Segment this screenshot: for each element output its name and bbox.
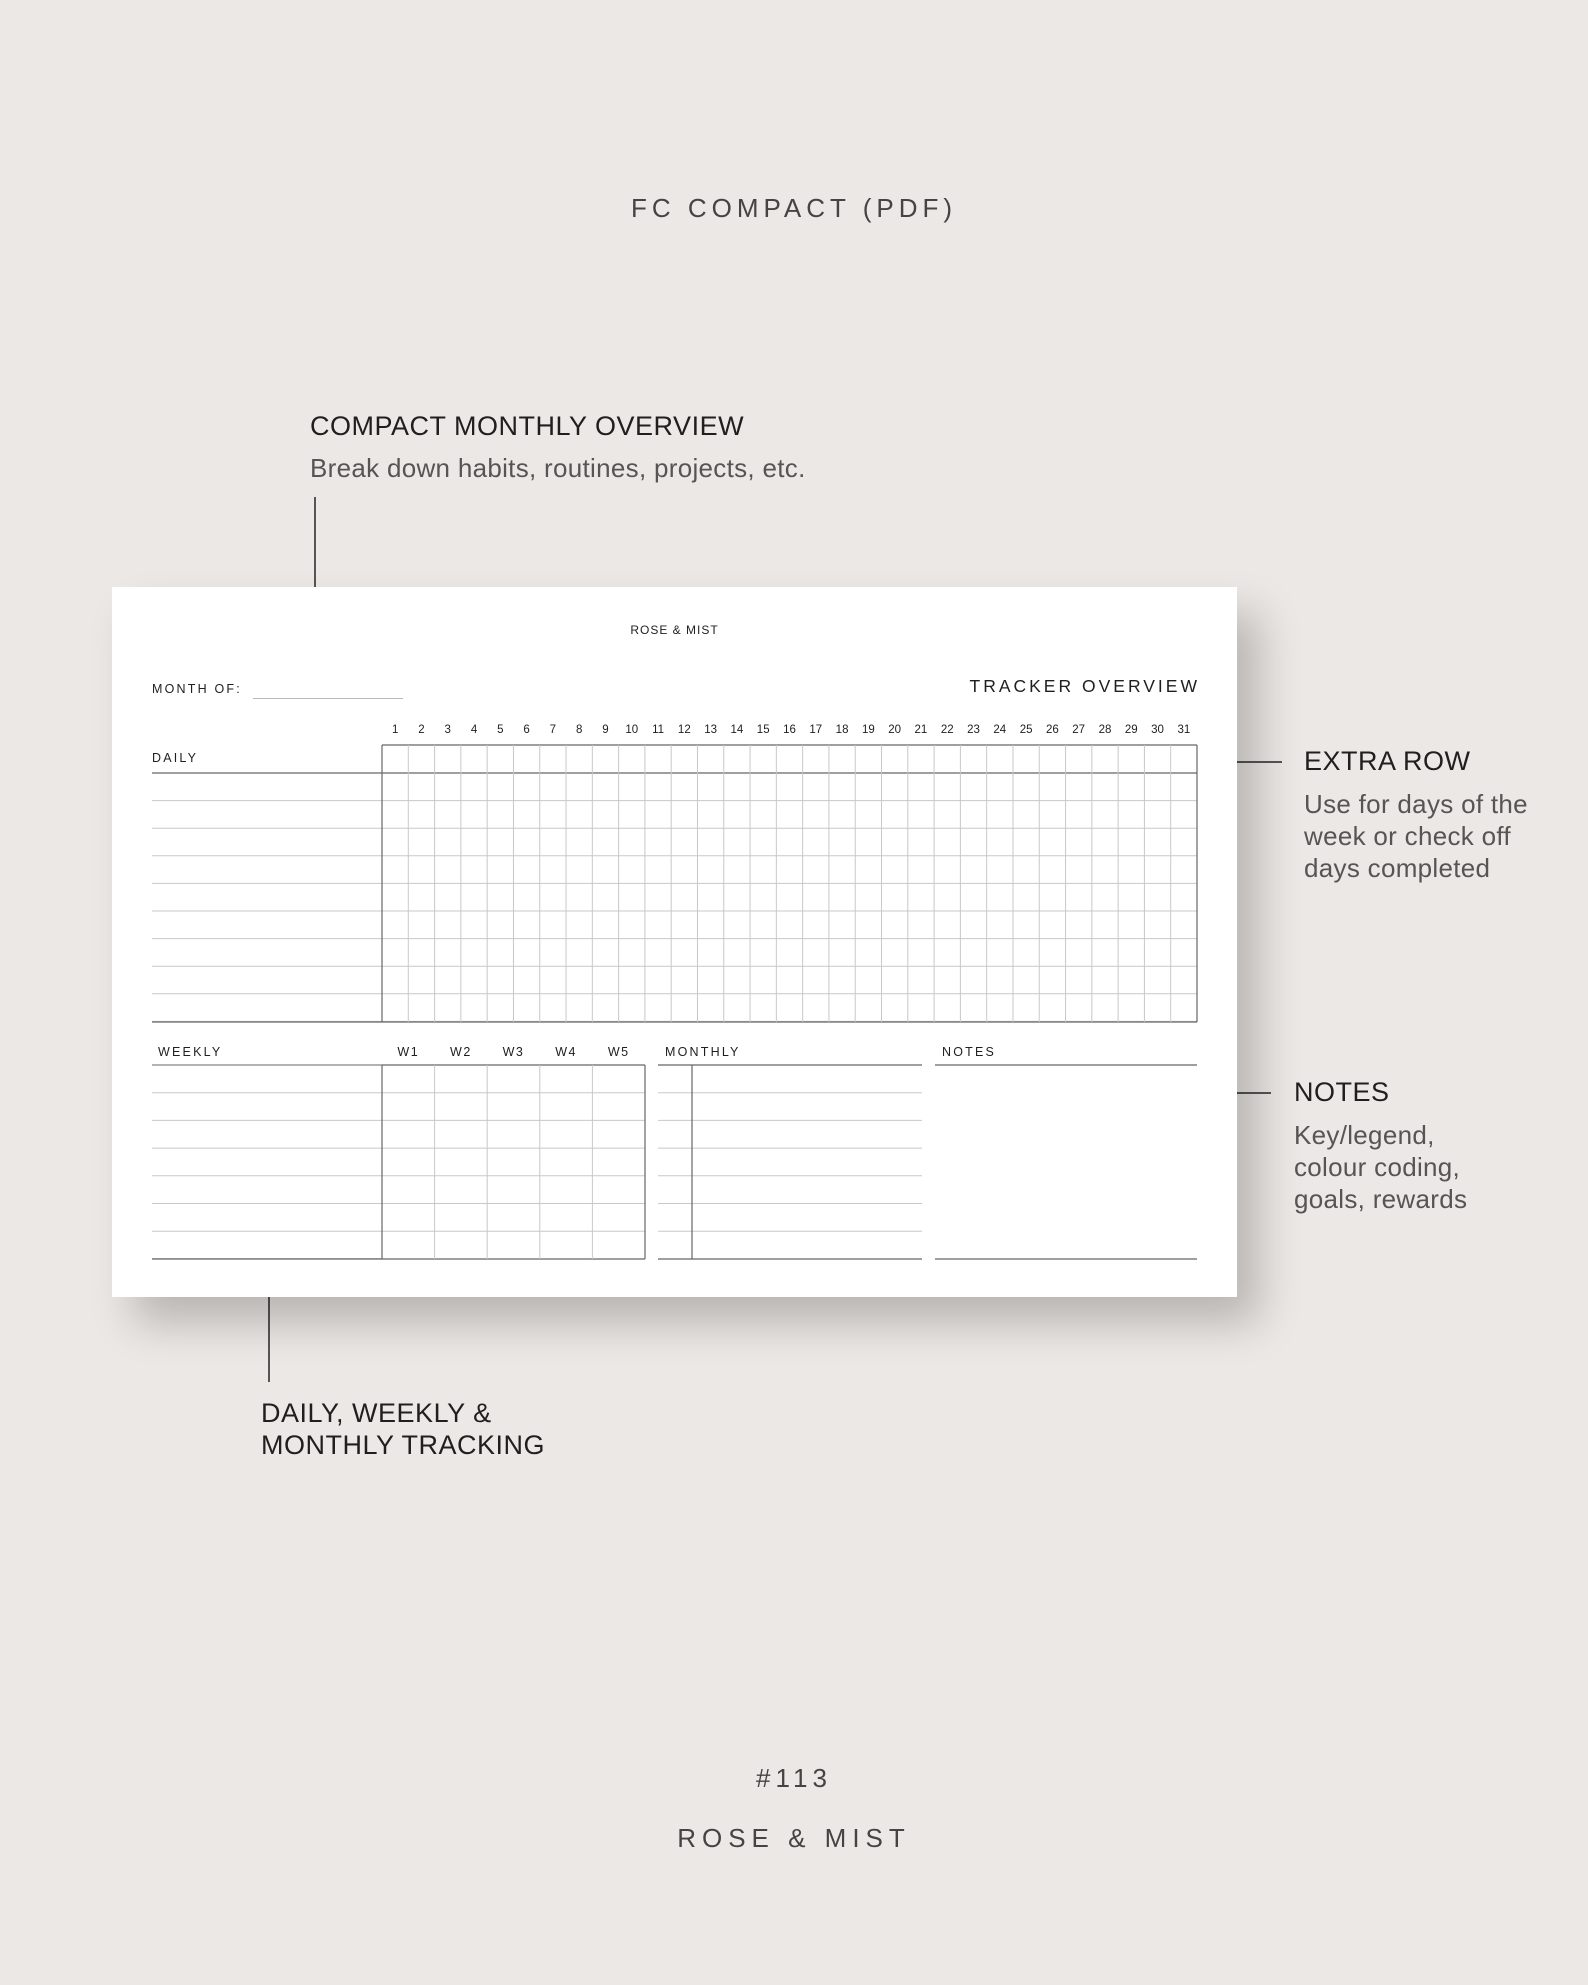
day-number: 22 xyxy=(940,724,954,736)
day-number: 15 xyxy=(756,724,770,736)
day-number: 20 xyxy=(888,724,902,736)
day-number: 28 xyxy=(1098,724,1112,736)
day-number: 19 xyxy=(861,724,875,736)
daily-label: DAILY xyxy=(152,751,199,765)
day-number: 2 xyxy=(418,724,425,736)
day-number: 23 xyxy=(967,724,980,736)
sheet-brand: ROSE & MIST xyxy=(630,623,719,637)
page-title: FC COMPACT (PDF) xyxy=(630,193,958,223)
day-number: 24 xyxy=(993,724,1007,736)
day-number: 14 xyxy=(730,724,744,736)
week-label: W5 xyxy=(607,1045,630,1059)
week-label: W3 xyxy=(502,1045,525,1059)
week-label: W1 xyxy=(397,1045,420,1059)
day-number: 27 xyxy=(1072,724,1086,736)
day-number: 9 xyxy=(602,724,609,736)
callout-notes-line: colour coding, xyxy=(1294,1152,1461,1182)
callout-extra-row-line: days completed xyxy=(1304,853,1491,883)
day-number: 18 xyxy=(835,724,849,736)
day-number: 7 xyxy=(549,724,557,736)
day-number: 26 xyxy=(1045,724,1059,736)
callout-extra-row-line: Use for days of the xyxy=(1304,789,1528,819)
day-number: 17 xyxy=(809,724,823,736)
notes-label: NOTES xyxy=(942,1045,997,1059)
week-label: W4 xyxy=(555,1045,577,1059)
day-number: 4 xyxy=(470,724,478,736)
day-number: 30 xyxy=(1151,724,1164,736)
callout-tracking-line: DAILY, WEEKLY & xyxy=(261,1398,492,1428)
tracker-title: TRACKER OVERVIEW xyxy=(969,676,1200,696)
day-number: 10 xyxy=(625,724,639,736)
day-number: 25 xyxy=(1019,724,1033,736)
callout-compact-body: Break down habits, routines, projects, etc. xyxy=(310,453,806,483)
monthly-label: MONTHLY xyxy=(665,1045,741,1059)
callout-tracking-line: MONTHLY TRACKING xyxy=(261,1430,546,1460)
planner-sheet xyxy=(112,587,1237,1297)
tracker-grid xyxy=(112,587,1237,1297)
callout-extra-row-line: week or check off xyxy=(1304,821,1511,851)
day-number: 11 xyxy=(652,724,665,736)
day-number: 1 xyxy=(391,724,399,736)
day-number: 12 xyxy=(677,724,691,736)
month-of-label: MONTH OF: xyxy=(152,682,242,696)
week-label: W2 xyxy=(450,1045,472,1059)
callout-tracking-heading xyxy=(261,1397,545,1461)
callout-extra-row-body xyxy=(1304,788,1528,884)
callout-compact-heading: COMPACT MONTHLY OVERVIEW xyxy=(310,411,745,441)
day-number: 21 xyxy=(914,724,928,736)
day-number: 5 xyxy=(497,724,504,736)
day-number: 3 xyxy=(444,724,451,736)
callout-notes-heading: NOTES xyxy=(1294,1077,1390,1107)
callout-notes-line: goals, rewards xyxy=(1294,1184,1468,1214)
day-number: 13 xyxy=(704,724,718,736)
day-number: 16 xyxy=(783,724,796,736)
callout-extra-row-heading: EXTRA ROW xyxy=(1304,746,1471,776)
day-number: 29 xyxy=(1124,724,1138,736)
day-number: 31 xyxy=(1177,724,1191,736)
callout-notes-body xyxy=(1294,1119,1467,1215)
weekly-label: WEEKLY xyxy=(158,1045,223,1059)
product-number: #113 xyxy=(756,1763,832,1793)
day-number: 6 xyxy=(523,724,530,736)
footer-brand: ROSE & MIST xyxy=(677,1823,911,1853)
callout-notes-line: Key/legend, xyxy=(1294,1120,1435,1150)
day-number: 8 xyxy=(575,724,583,736)
